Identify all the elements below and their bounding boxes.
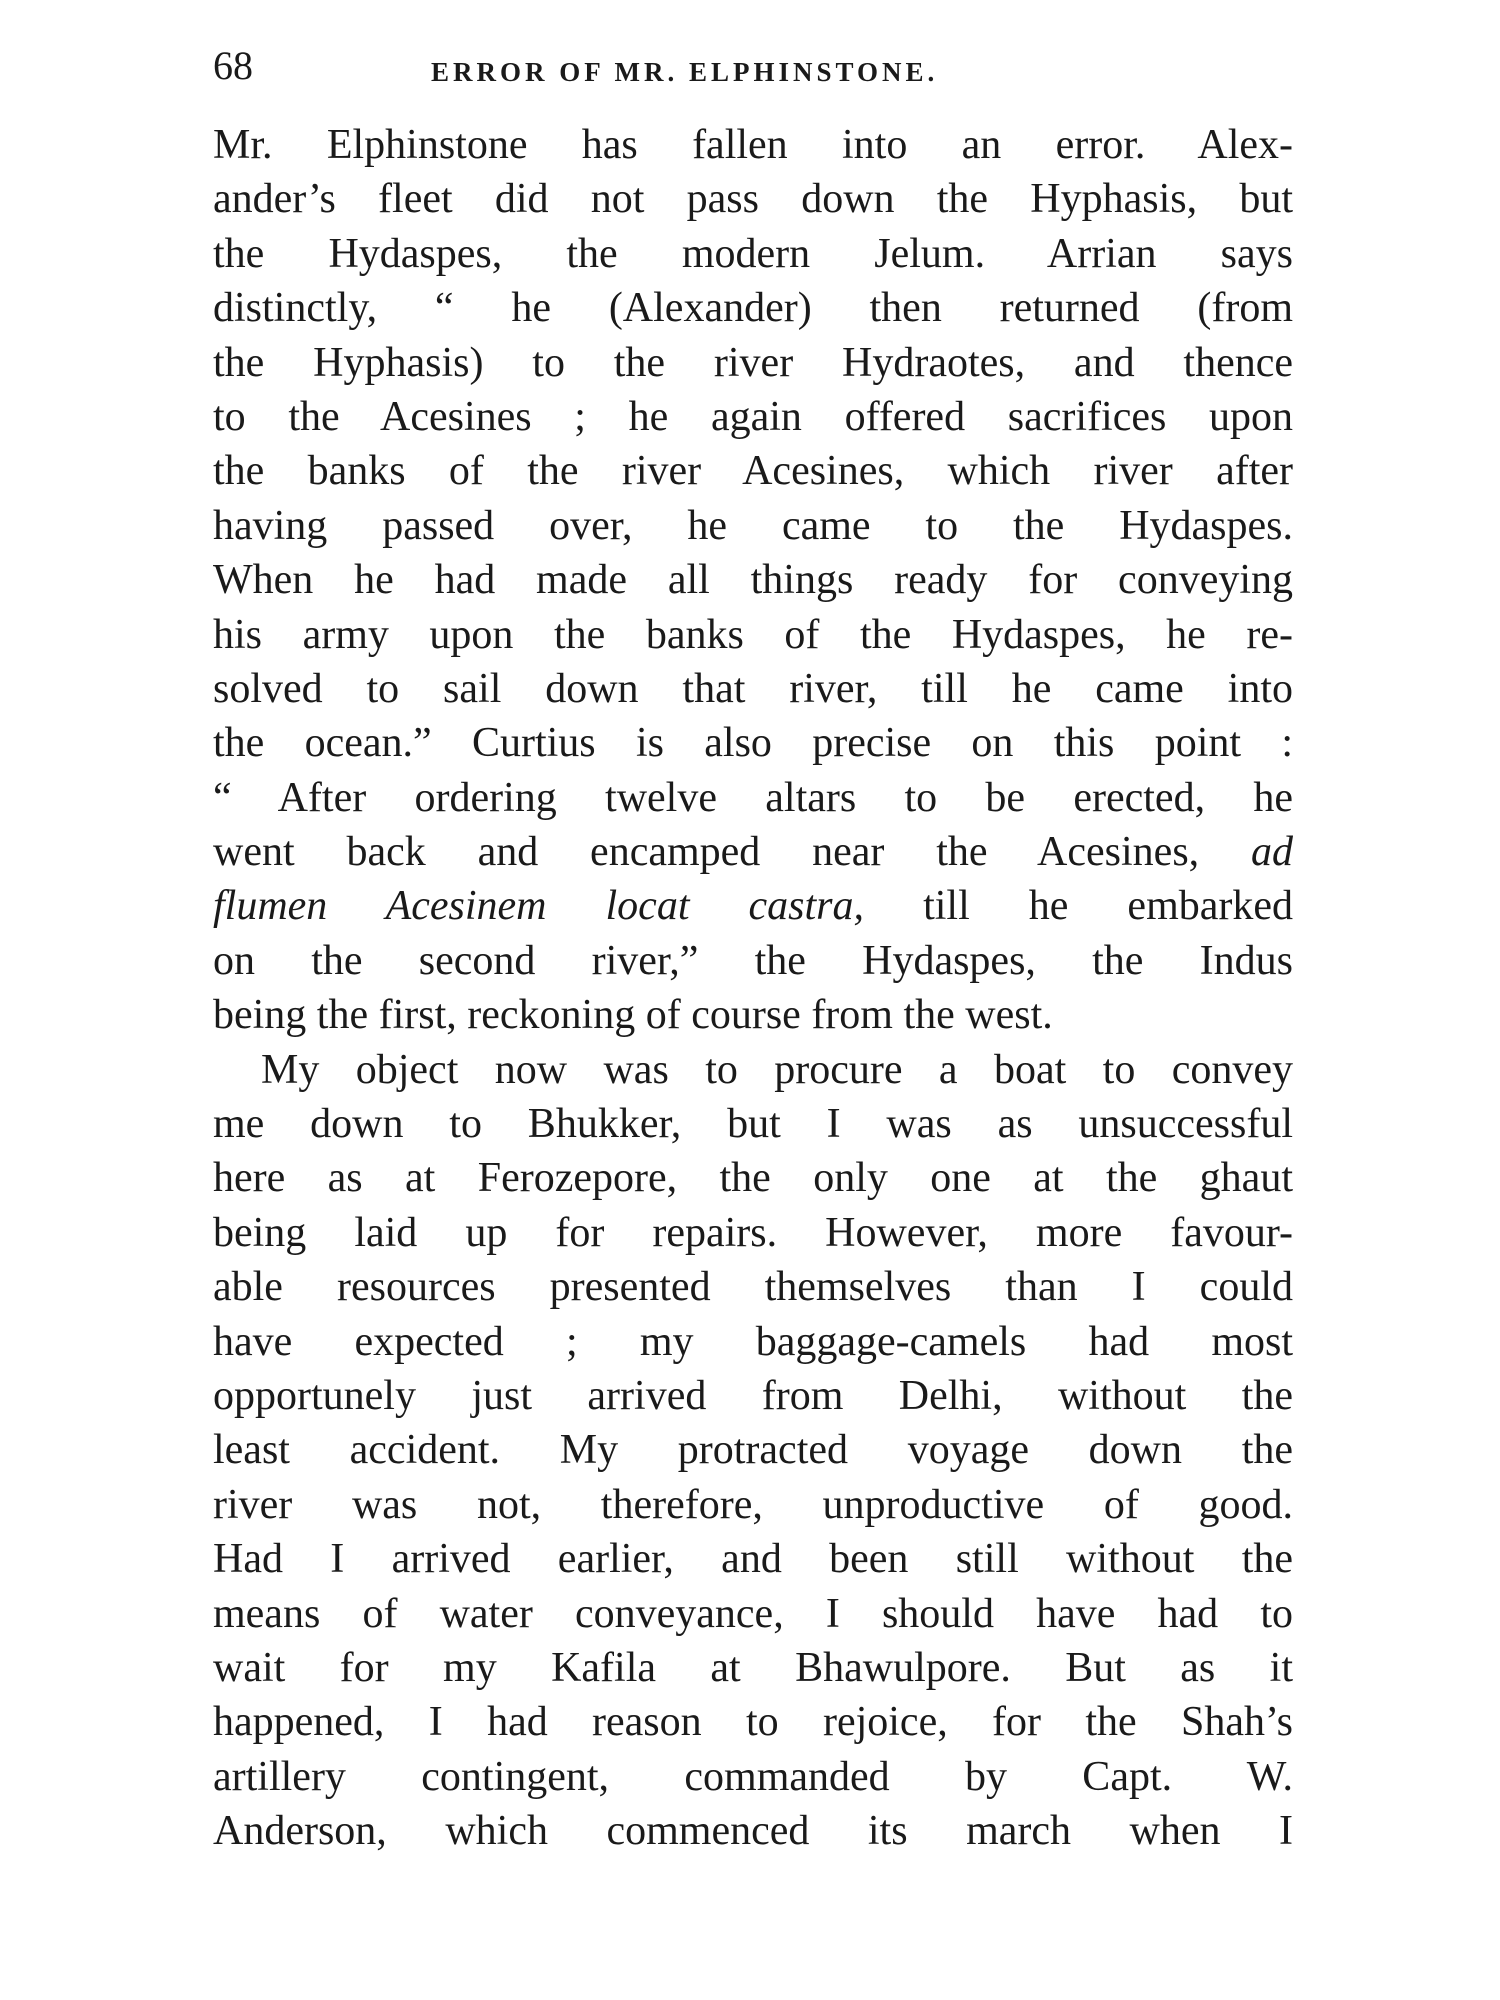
text-line: “ After ordering twelve altars to be erected, he [213, 774, 1293, 821]
text-line-with-italic [213, 879, 1293, 933]
latin-phrase: ad [1251, 829, 1293, 876]
text-line: wait for my Kafila at Bhawulpore. But as it [213, 1644, 1293, 1691]
text-line: the Hyphasis) to the river Hydraotes, and thence [213, 339, 1293, 386]
text-line: Anderson, which commenced its march when I [213, 1808, 1293, 1855]
text-line: me down to Bhukker, but I was as unsuccessful [213, 1101, 1293, 1148]
text-line: Mr. Elphinstone has fallen into an error. Alex- [213, 122, 1293, 168]
text-line: distinctly, “ he (Alexander) then returned (from [213, 285, 1293, 332]
text-segment: till he embarked [923, 883, 1293, 930]
text-line: on the second river,” the Hydaspes, the Indus [213, 937, 1293, 984]
text-line: opportunely just arrived from Delhi, without the [213, 1372, 1293, 1419]
text-line: his army upon the banks of the Hydaspes, he re- [213, 611, 1293, 658]
body-text [213, 118, 1293, 1859]
text-line: the Hydaspes, the modern Jelum. Arrian says [213, 230, 1293, 277]
text-line: the banks of the river Acesines, which river after [213, 448, 1293, 495]
text-line: solved to sail down that river, till he came into [213, 665, 1293, 712]
text-line: have expected ; my baggage-camels had most [213, 1318, 1293, 1365]
running-title: ERROR OF MR. ELPHINSTONE. [431, 57, 939, 87]
text-line: river was not, therefore, unproductive of good. [213, 1481, 1293, 1528]
text-line: being the first, reckoning of course from the west. [213, 992, 1053, 1039]
text-line: least accident. My protracted voyage down the [213, 1427, 1293, 1474]
text-segment: went back and encamped near the Acesines, [213, 829, 1200, 876]
text-line: happened, I had reason to rejoice, for the Shah’s [213, 1699, 1293, 1746]
paragraph-first-line: My object now was to procure a boat to convey [261, 1046, 1293, 1093]
text-line: to the Acesines ; he again offered sacrifices upon [213, 393, 1293, 440]
text-line-with-italic [213, 825, 1293, 879]
text-line: having passed over, he came to the Hydaspes. [213, 502, 1293, 549]
page-number: 68 [213, 43, 253, 88]
running-head [213, 36, 1293, 96]
text-line: ander’s fleet did not pass down the Hyphasis, but [213, 176, 1293, 223]
text-line: artillery contingent, commanded by Capt. W. [213, 1753, 1293, 1800]
text-line: When he had made all things ready for conveying [213, 557, 1293, 604]
text-line: Had I arrived earlier, and been still without the [213, 1536, 1293, 1583]
text-line: here as at Ferozepore, the only one at the ghaut [213, 1155, 1293, 1202]
text-line: able resources presented themselves than I could [213, 1264, 1293, 1311]
text-line: being laid up for repairs. However, more favour- [213, 1209, 1293, 1256]
text-line: the ocean.” Curtius is also precise on this point : [213, 720, 1293, 767]
text-line: means of water conveyance, I should have had to [213, 1590, 1293, 1637]
latin-phrase: flumen Acesinem locat castra, [213, 883, 865, 930]
